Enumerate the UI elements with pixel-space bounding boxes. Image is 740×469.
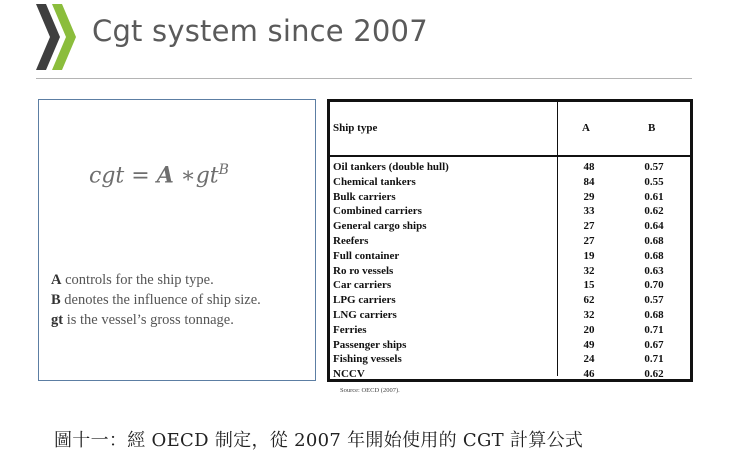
coef-b-cell: 0.57: [644, 161, 664, 173]
figure-caption: 圖十一：經 OECD 制定，從 2007 年開始使用的 CGT 計算公式: [54, 430, 584, 451]
coef-a-cell: 84: [583, 175, 595, 188]
ship-type-cell: Oil tankers (double hull): [333, 161, 449, 173]
note-a-key: A: [51, 272, 62, 288]
table-row: [330, 219, 690, 234]
table-row: [330, 338, 690, 353]
table-row: [330, 323, 690, 338]
ship-type-cell: Ferries: [333, 323, 367, 336]
formula-equals: =: [131, 163, 150, 189]
ship-type-cell: Passenger ships: [333, 338, 407, 351]
coef-b-cell: 0.63: [644, 264, 664, 277]
coef-a-cell: 15: [583, 279, 595, 292]
ship-type-cell: Chemical tankers: [333, 175, 416, 188]
ship-type-cell: NCCV: [333, 368, 365, 381]
note-a: [51, 270, 261, 290]
formula-exponent: B: [218, 162, 229, 178]
formula-lhs: cgt: [89, 163, 125, 189]
coef-a-cell: 29: [583, 190, 595, 203]
table-row: [330, 352, 690, 367]
coef-a-cell: 32: [583, 308, 595, 321]
table-row: [330, 204, 690, 219]
formula-notes: [51, 270, 261, 330]
coef-b-cell: 0.55: [644, 175, 664, 188]
ship-type-cell: Bulk carriers: [333, 190, 396, 203]
coef-b-cell: 0.62: [644, 205, 664, 218]
ship-type-cell: General cargo ships: [333, 220, 427, 233]
table-row: [330, 249, 690, 264]
ship-type-cell: LPG carriers: [333, 294, 396, 307]
coef-b-cell: 0.71: [644, 353, 664, 366]
coef-a-cell: 48: [583, 161, 595, 173]
header-a: A: [582, 122, 590, 134]
table-body: [330, 160, 690, 382]
source-note: Source: OECD (2007).: [340, 387, 400, 394]
note-gt: [51, 310, 261, 330]
slide-title: Cgt system since 2007: [92, 14, 428, 48]
ship-type-cell: Ro ro vessels: [333, 264, 394, 277]
coef-a-cell: 46: [583, 368, 595, 381]
table-row: [330, 264, 690, 279]
table-row: [330, 278, 690, 293]
table-row: [330, 293, 690, 308]
table-header-row: [330, 102, 690, 157]
coef-a-cell: 49: [583, 338, 595, 351]
coef-a-cell: 27: [583, 234, 595, 247]
coef-b-cell: 0.62: [644, 368, 664, 381]
table-row: [330, 190, 690, 205]
coef-b-cell: 0.68: [644, 249, 664, 262]
coef-b-cell: 0.57: [644, 294, 664, 307]
table-row: [330, 175, 690, 190]
ship-type-cell: Combined carriers: [333, 205, 422, 218]
coef-b-cell: 0.61: [644, 190, 664, 203]
note-a-text: controls for the ship type.: [61, 272, 214, 288]
coef-b-cell: 0.64: [644, 220, 664, 233]
note-b-key: B: [51, 292, 61, 308]
formula-panel: [38, 99, 316, 381]
coef-a-cell: 32: [583, 264, 595, 277]
coef-a-cell: 19: [583, 249, 595, 262]
note-b: [51, 290, 261, 310]
formula-gt: gt: [195, 163, 219, 189]
coef-a-cell: 62: [583, 294, 595, 307]
table-row: [330, 308, 690, 323]
formula-var-a: A: [156, 162, 174, 189]
note-gt-key: gt: [51, 312, 64, 328]
coef-b-cell: 0.68: [644, 308, 664, 321]
formula-times: ∗: [180, 163, 196, 189]
table-row: [330, 160, 690, 175]
ship-type-cell: LNG carriers: [333, 308, 397, 321]
header-b: B: [648, 122, 656, 134]
ship-type-cell: Car carriers: [333, 279, 392, 292]
table-row: [330, 234, 690, 249]
note-gt-text: is the vessel’s gross tonnage.: [63, 312, 234, 328]
coef-a-cell: 33: [583, 205, 595, 218]
coef-a-cell: 24: [583, 353, 595, 366]
coef-b-cell: 0.71: [644, 323, 664, 336]
ship-coefficients-table: [327, 99, 693, 382]
coef-b-cell: 0.70: [644, 279, 664, 292]
coef-a-cell: 20: [583, 323, 595, 336]
note-b-text: denotes the influence of ship size.: [60, 292, 261, 308]
ship-type-cell: Reefers: [333, 234, 369, 247]
oecd-logo-icon: [34, 4, 78, 70]
coef-b-cell: 0.68: [644, 234, 664, 247]
cgt-formula: [89, 162, 229, 188]
title-divider: [36, 78, 692, 79]
ship-type-cell: Fishing vessels: [333, 353, 402, 366]
coef-b-cell: 0.67: [644, 338, 664, 351]
ship-type-cell: Full container: [333, 249, 400, 262]
coef-a-cell: 27: [583, 220, 595, 233]
table-row: [330, 367, 690, 382]
header-ship-type: Ship type: [333, 122, 378, 134]
